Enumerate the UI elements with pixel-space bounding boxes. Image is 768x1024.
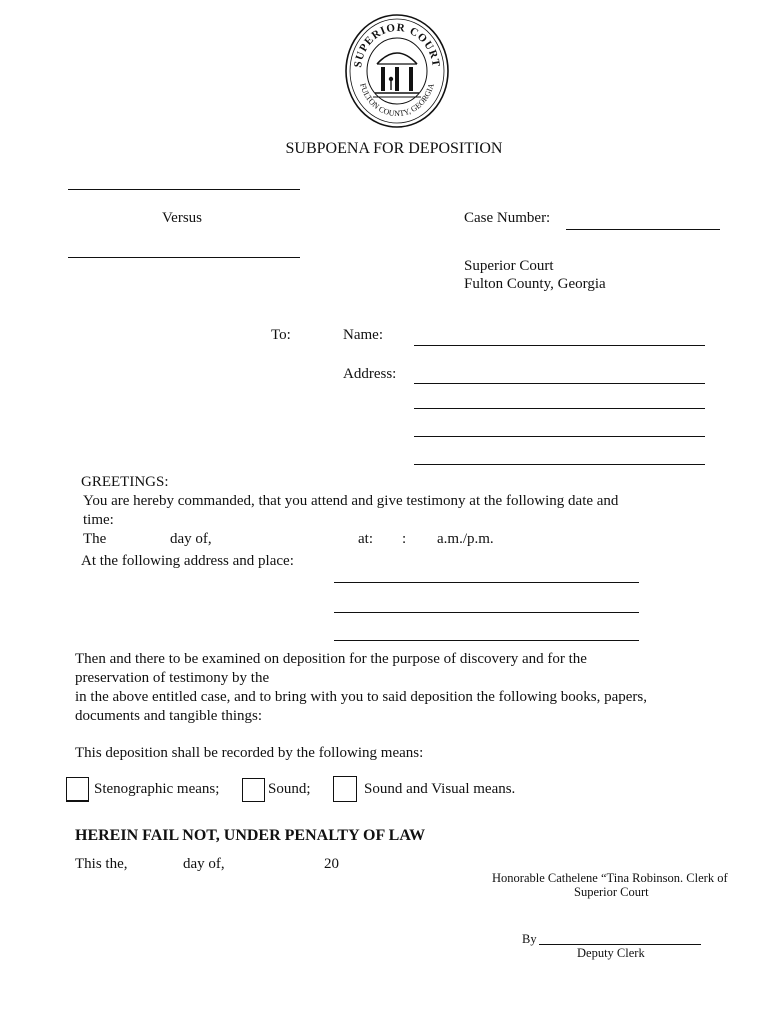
clerk-name-line2: Superior Court — [574, 885, 649, 899]
case-number-label: Case Number: — [464, 210, 551, 226]
examination-line3: in the above entitled case, and to bring with you to said deposition the following books, papers, — [75, 689, 647, 705]
page-title: SUBPOENA FOR DEPOSITION — [285, 140, 503, 157]
versus-label: Versus — [162, 210, 202, 226]
stenographic-checkbox[interactable] — [66, 777, 89, 802]
at-label: at: — [358, 531, 373, 547]
clerk-name-line1: Honorable Cathelene “Tina Robinson. Clerk of — [492, 871, 728, 885]
place-field-3[interactable] — [334, 640, 639, 641]
deputy-clerk-label: Deputy Clerk — [577, 946, 645, 960]
command-text-line1: You are hereby commanded, that you attend and give testimony at the following date and — [83, 493, 619, 509]
court-county: Fulton County, Georgia — [464, 276, 606, 292]
name-field[interactable] — [414, 345, 705, 346]
ampm-label: a.m./p.m. — [437, 531, 494, 547]
address-field-2[interactable] — [414, 408, 705, 409]
case-number-field[interactable] — [566, 229, 720, 230]
day-of-label: day of, — [170, 531, 212, 547]
court-name: Superior Court — [464, 258, 554, 274]
address-field-4[interactable] — [414, 464, 705, 465]
stenographic-label: Stenographic means; — [94, 781, 220, 797]
time-colon: : — [402, 531, 407, 547]
deputy-signature-field[interactable] — [539, 944, 701, 945]
penalty-heading: HEREIN FAIL NOT, UNDER PENALTY OF LAW — [75, 827, 426, 844]
dated-day-of: day of, — [183, 856, 225, 872]
examination-line2: preservation of testimony by the — [75, 670, 270, 686]
seal-top-text: SUPERIOR COURT — [352, 21, 442, 69]
sound-checkbox[interactable] — [242, 778, 265, 802]
sound-visual-checkbox[interactable] — [333, 776, 357, 802]
dated-year-prefix: 20 — [324, 856, 339, 872]
greetings-heading: GREETINGS: — [81, 474, 169, 490]
plaintiff-line[interactable] — [68, 189, 300, 190]
name-label: Name: — [343, 327, 383, 343]
sound-label: Sound; — [268, 781, 311, 797]
examination-line1: Then and there to be examined on deposition for the purpose of discovery and for the — [75, 651, 587, 667]
address-field-3[interactable] — [414, 436, 705, 437]
court-seal — [343, 12, 451, 130]
svg-text:SUPERIOR COURT — [352, 22, 442, 69]
sound-visual-label: Sound and Visual means. — [364, 781, 516, 797]
examination-line4: documents and tangible things: — [75, 708, 263, 724]
address-place-label: At the following address and place: — [81, 553, 294, 569]
address-label: Address: — [343, 366, 397, 382]
dated-this-the: This the, — [75, 856, 128, 872]
the-label: The — [83, 531, 107, 547]
command-text-line2: time: — [83, 512, 114, 528]
defendant-line[interactable] — [68, 257, 300, 258]
seal-bottom-text: FULTON COUNTY, GEORGIA — [358, 82, 436, 119]
seal-icon — [343, 12, 451, 130]
place-field-1[interactable] — [334, 582, 639, 583]
to-label: To: — [271, 327, 291, 343]
by-label: By — [522, 932, 537, 946]
address-field-1[interactable] — [414, 383, 705, 384]
recording-intro: This deposition shall be recorded by the following means: — [75, 745, 424, 761]
place-field-2[interactable] — [334, 612, 639, 613]
